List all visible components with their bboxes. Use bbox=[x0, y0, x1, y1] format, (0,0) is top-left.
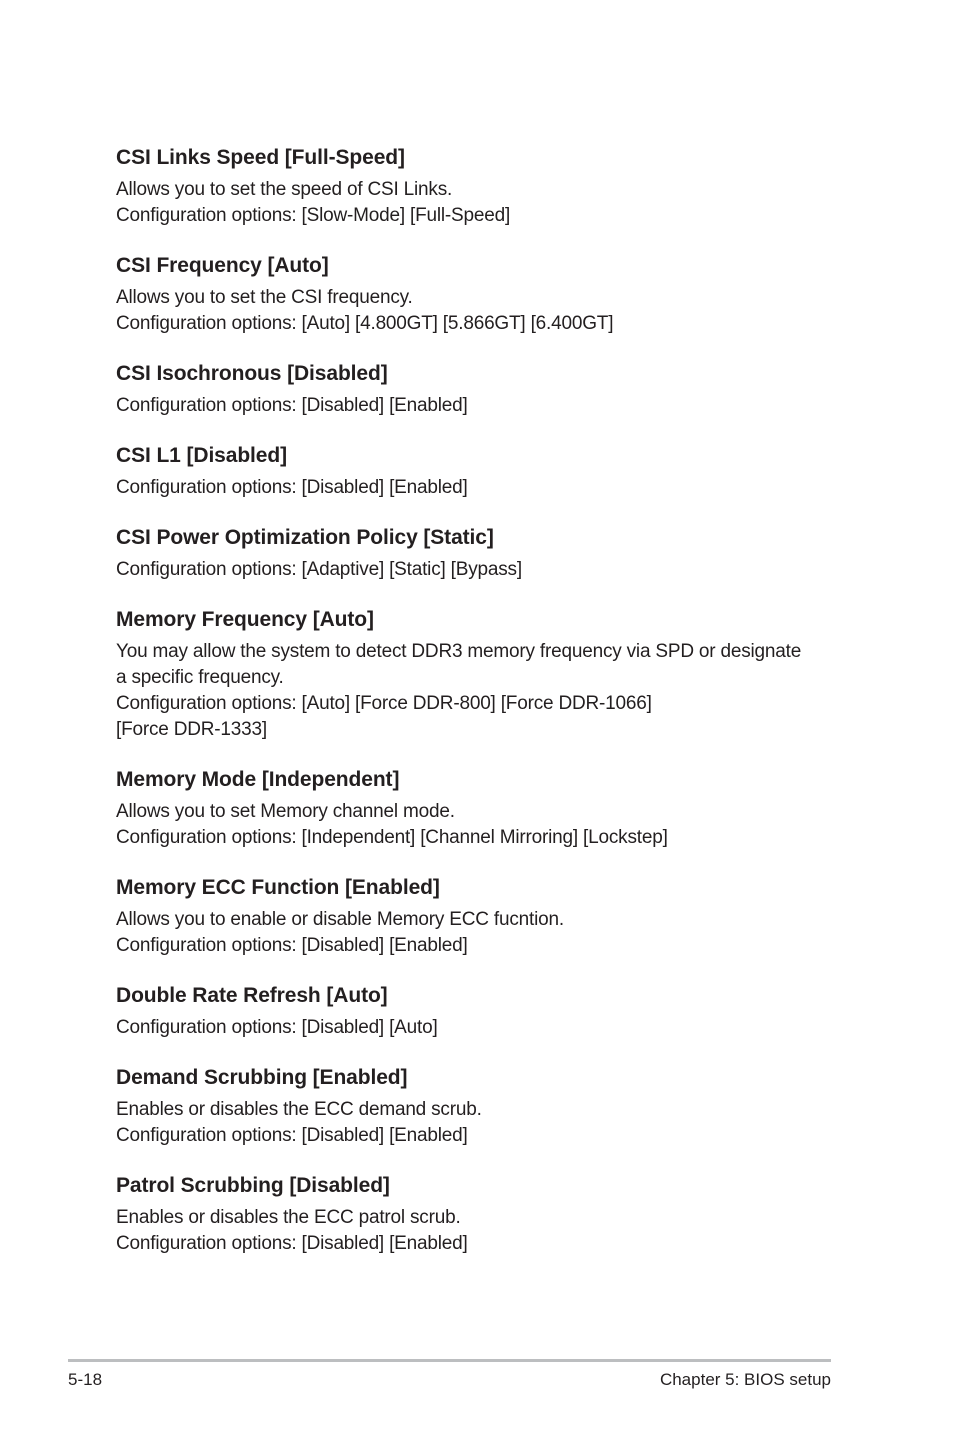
config-options-line: Configuration options: [Disabled] [Enabled] bbox=[116, 935, 468, 956]
chapter-title: Chapter 5: BIOS setup bbox=[659, 1370, 831, 1389]
description-line: You may allow the system to detect DDR3 memory frequency via SPD or designate bbox=[116, 641, 802, 662]
description-line: Enables or disables the ECC demand scrub. bbox=[116, 1099, 482, 1120]
section-title: Double Rate Refresh [Auto] bbox=[116, 984, 388, 1007]
description-line: Allows you to set Memory channel mode. bbox=[116, 801, 455, 822]
config-options-line: [Force DDR-1333] bbox=[116, 719, 267, 740]
section-double-rate-refresh bbox=[116, 982, 836, 1041]
config-options-line: Configuration options: [Slow-Mode] [Full-Speed] bbox=[116, 205, 511, 226]
section-title: CSI L1 [Disabled] bbox=[116, 444, 287, 467]
description-line: Allows you to enable or disable Memory ECC fucntion. bbox=[116, 909, 564, 930]
section-memory-frequency bbox=[116, 606, 836, 743]
section-demand-scrubbing bbox=[116, 1064, 836, 1149]
config-options-line: Configuration options: [Disabled] [Auto] bbox=[116, 1017, 438, 1038]
document-body bbox=[116, 144, 836, 1280]
page-number: 5-18 bbox=[68, 1370, 103, 1389]
description-line: Allows you to set the speed of CSI Links. bbox=[116, 179, 453, 200]
section-csi-power-optimization-policy bbox=[116, 524, 836, 583]
description-line: Enables or disables the ECC patrol scrub. bbox=[116, 1207, 461, 1228]
section-csi-isochronous bbox=[116, 360, 836, 419]
section-csi-links-speed bbox=[116, 144, 836, 229]
footer-divider bbox=[68, 1359, 831, 1362]
section-title: Memory Frequency [Auto] bbox=[116, 608, 374, 631]
config-options-line: Configuration options: [Disabled] [Enabled] bbox=[116, 1233, 468, 1254]
description-line: Allows you to set the CSI frequency. bbox=[116, 287, 413, 308]
section-title: CSI Links Speed [Full-Speed] bbox=[116, 146, 405, 169]
section-csi-l1 bbox=[116, 442, 836, 501]
section-title: CSI Frequency [Auto] bbox=[116, 254, 329, 277]
config-options-line: Configuration options: [Disabled] [Enabled] bbox=[116, 1125, 468, 1146]
section-title: CSI Isochronous [Disabled] bbox=[116, 362, 388, 385]
section-memory-mode bbox=[116, 766, 836, 851]
section-title: Patrol Scrubbing [Disabled] bbox=[116, 1174, 390, 1197]
section-title: CSI Power Optimization Policy [Static] bbox=[116, 526, 494, 549]
section-csi-frequency bbox=[116, 252, 836, 337]
section-memory-ecc-function bbox=[116, 874, 836, 959]
section-title: Demand Scrubbing [Enabled] bbox=[116, 1066, 408, 1089]
config-options-line: Configuration options: [Adaptive] [Static] [Bypass] bbox=[116, 559, 522, 580]
config-options-line: Configuration options: [Auto] [4.800GT] [5.866GT] [6.400GT] bbox=[116, 313, 614, 334]
section-title: Memory ECC Function [Enabled] bbox=[116, 876, 440, 899]
config-options-line: Configuration options: [Independent] [Channel Mirroring] [Lockstep] bbox=[116, 827, 668, 848]
description-line: a specific frequency. bbox=[116, 667, 284, 688]
config-options-line: Configuration options: [Disabled] [Enabled] bbox=[116, 395, 468, 416]
config-options-line: Configuration options: [Disabled] [Enabled] bbox=[116, 477, 468, 498]
section-patrol-scrubbing bbox=[116, 1172, 836, 1257]
config-options-line: Configuration options: [Auto] [Force DDR-800] [Force DDR-1066] bbox=[116, 693, 652, 714]
section-title: Memory Mode [Independent] bbox=[116, 768, 400, 791]
